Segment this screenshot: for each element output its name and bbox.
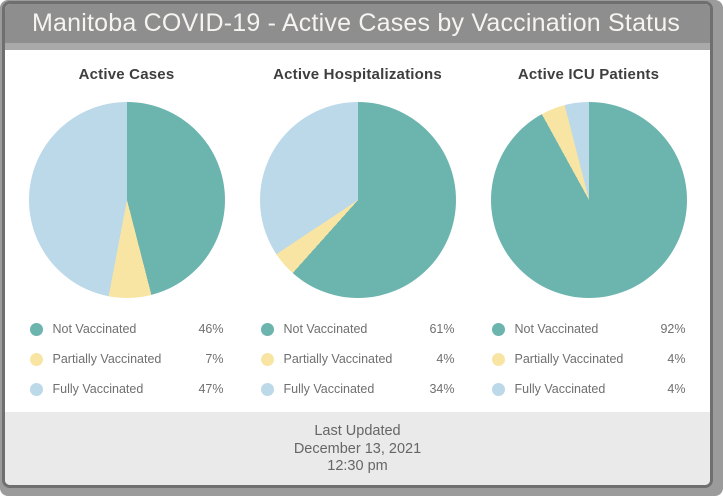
footer-date: December 13, 2021 <box>293 440 422 457</box>
legend-row <box>261 344 455 374</box>
chart-column <box>473 66 704 412</box>
charts-panel <box>5 50 710 412</box>
chart-title: Active Cases <box>78 66 175 83</box>
chart-legend <box>492 314 686 404</box>
legend-percent: 34% <box>429 382 455 396</box>
chart-column <box>242 66 473 412</box>
legend-percent: 7% <box>205 352 224 366</box>
legend-percent: 92% <box>660 322 686 336</box>
legend-swatch-fully-vaccinated <box>492 383 505 396</box>
pie-chart[interactable] <box>491 102 687 298</box>
legend-percent: 4% <box>667 352 686 366</box>
legend-swatch-not-vaccinated <box>261 323 274 336</box>
legend-label: Not Vaccinated <box>514 322 599 336</box>
footer <box>5 412 710 485</box>
legend-label: Fully Vaccinated <box>52 382 144 396</box>
legend-row <box>30 344 224 374</box>
chart-column <box>11 66 242 412</box>
chart-legend <box>30 314 224 404</box>
chart-title: Active Hospitalizations <box>273 66 442 83</box>
legend-swatch-partially-vaccinated <box>261 353 274 366</box>
legend-swatch-partially-vaccinated <box>30 353 43 366</box>
legend-swatch-fully-vaccinated <box>261 383 274 396</box>
legend-label: Partially Vaccinated <box>283 352 393 366</box>
legend-percent: 4% <box>667 382 686 396</box>
legend-row <box>261 374 455 404</box>
legend-label: Partially Vaccinated <box>52 352 162 366</box>
chart-title: Active ICU Patients <box>517 66 660 83</box>
legend-row <box>492 374 686 404</box>
footer-time: 12:30 pm <box>327 458 388 474</box>
legend-label: Not Vaccinated <box>283 322 368 336</box>
dashboard-header <box>5 4 710 43</box>
legend-percent: 4% <box>436 352 455 366</box>
chart-legend <box>261 314 455 404</box>
legend-label: Partially Vaccinated <box>514 352 624 366</box>
dashboard-title: Manitoba COVID-19 - Active Cases by Vaccination Status <box>32 9 681 37</box>
legend-row <box>30 374 224 404</box>
legend-row <box>492 344 686 374</box>
legend-row <box>492 314 686 344</box>
legend-percent: 46% <box>198 322 224 336</box>
legend-swatch-partially-vaccinated <box>492 353 505 366</box>
legend-label: Fully Vaccinated <box>283 382 375 396</box>
legend-row <box>30 314 224 344</box>
pie-chart[interactable] <box>29 102 225 298</box>
legend-label: Not Vaccinated <box>52 322 137 336</box>
legend-row <box>261 314 455 344</box>
footer-last-updated-label: Last Updated <box>314 423 401 439</box>
pie-chart[interactable] <box>260 102 456 298</box>
legend-swatch-fully-vaccinated <box>30 383 43 396</box>
legend-percent: 47% <box>198 382 224 396</box>
legend-label: Fully Vaccinated <box>514 382 606 396</box>
legend-percent: 61% <box>429 322 455 336</box>
dashboard-card <box>2 1 713 488</box>
legend-swatch-not-vaccinated <box>492 323 505 336</box>
header-shadow <box>5 43 710 50</box>
legend-swatch-not-vaccinated <box>30 323 43 336</box>
